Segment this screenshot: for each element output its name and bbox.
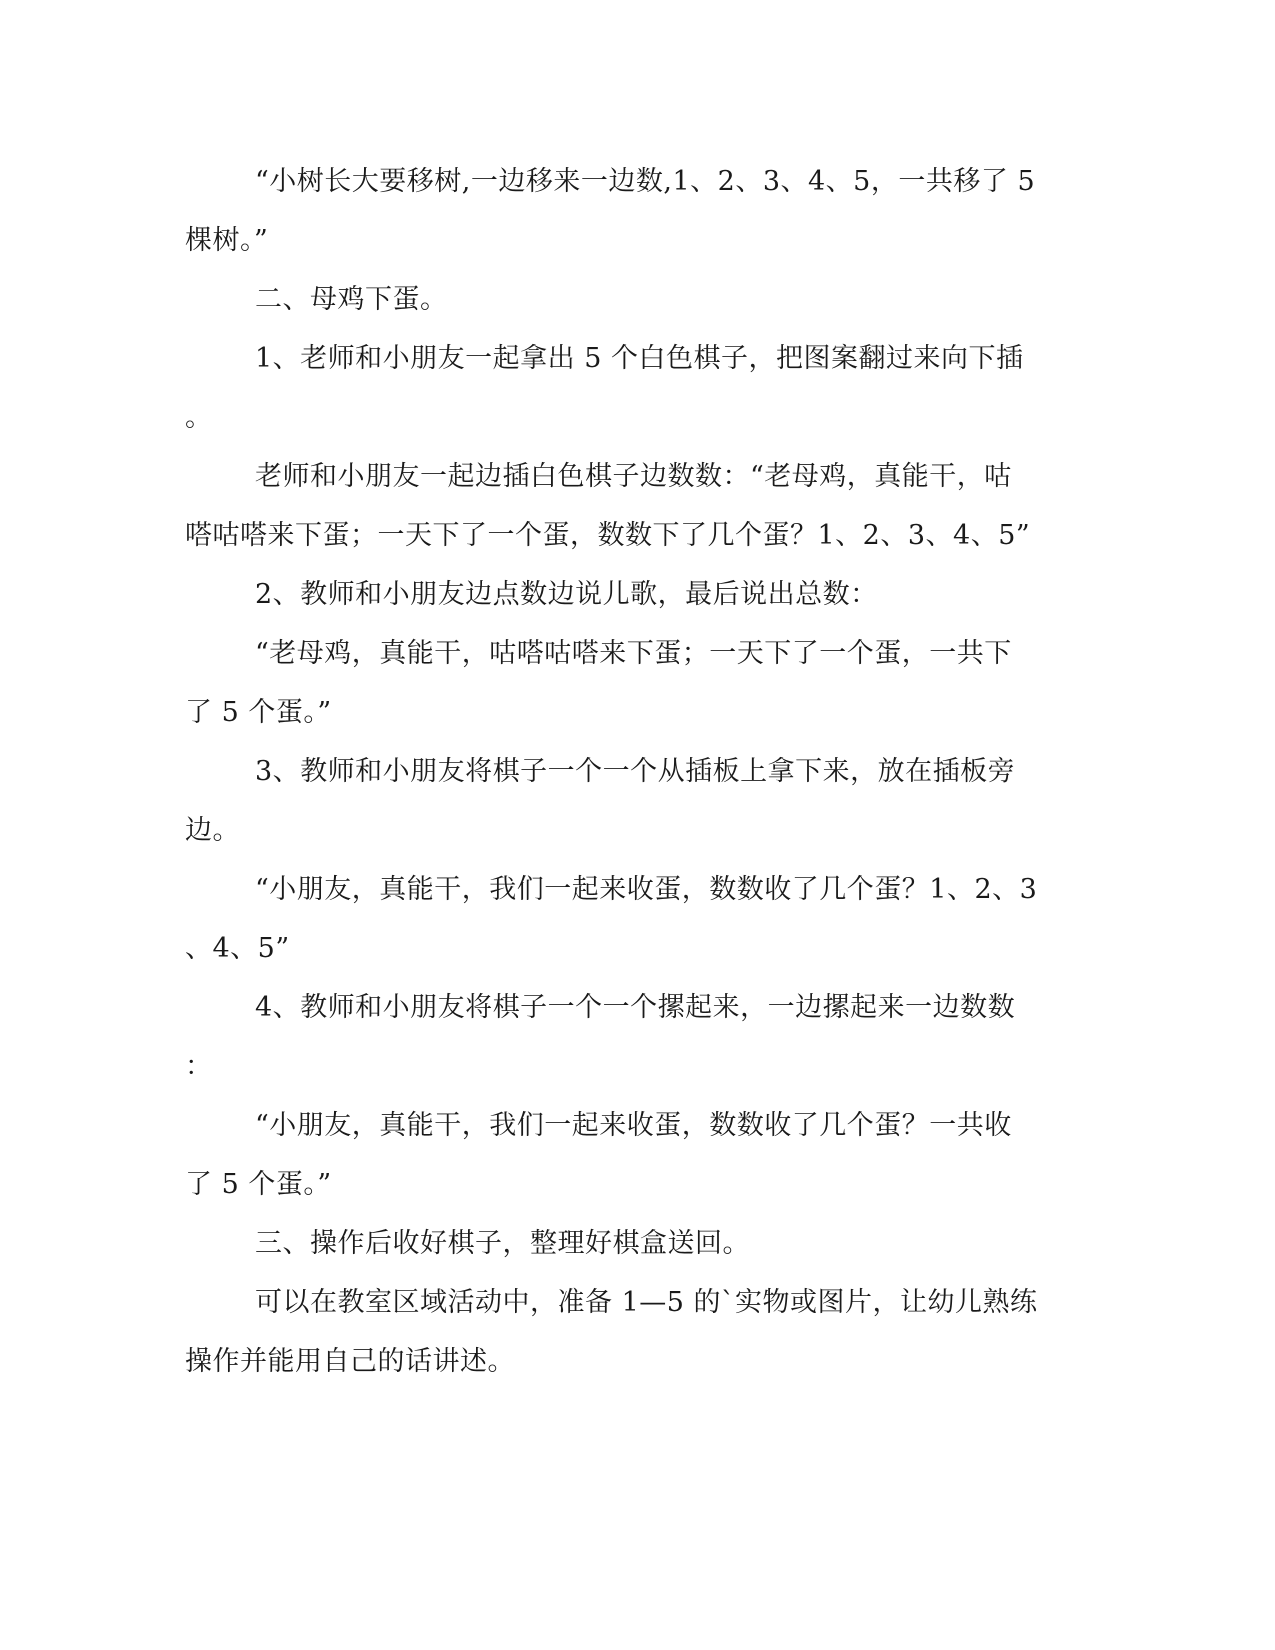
paragraph-line: 了 5 个蛋。” [185, 697, 332, 728]
section-heading: 二、母鸡下蛋。 [255, 284, 448, 315]
paragraph-line: 。 [185, 402, 213, 433]
paragraph-line: ： [185, 1051, 213, 1082]
paragraph-line: 、4、5” [185, 933, 290, 964]
paragraph-line: 2、教师和小朋友边点数边说儿歌，最后说出总数： [255, 579, 878, 610]
paragraph-line: 棵树。” [185, 225, 269, 256]
paragraph-line: 边。 [185, 815, 240, 846]
paragraph-line: “小朋友，真能干，我们一起来收蛋，数数收了几个蛋？一共收 [255, 1110, 1012, 1141]
paragraph-line: “老母鸡，真能干，咕嗒咕嗒来下蛋；一天下了一个蛋，一共下 [255, 638, 1012, 669]
paragraph-line: 4、教师和小朋友将棋子一个一个摞起来，一边摞起来一边数数 [255, 992, 1016, 1023]
paragraph-line: “小朋友，真能干，我们一起来收蛋，数数收了几个蛋？1、2、3 [255, 874, 1038, 905]
paragraph-line: “小树长大要移树,一边移来一边数,1、2、3、4、5，一共移了 5 [255, 166, 1036, 197]
paragraph-line: 3、教师和小朋友将棋子一个一个从插板上拿下来，放在插板旁 [255, 756, 1016, 787]
paragraph-line: 嗒咕嗒来下蛋；一天下了一个蛋，数数下了几个蛋？1、2、3、4、5” [185, 520, 1031, 551]
section-heading: 三、操作后收好棋子，整理好棋盒送回。 [255, 1228, 750, 1259]
paragraph-line: 了 5 个蛋。” [185, 1169, 332, 1200]
paragraph-line: 1、老师和小朋友一起拿出 5 个白色棋子，把图案翻过来向下插 [255, 343, 1024, 374]
paragraph-line: 可以在教室区域活动中，准备 1—5 的`实物或图片，让幼儿熟练 [255, 1287, 1038, 1318]
paragraph-line: 老师和小朋友一起边插白色棋子边数数：“老母鸡，真能干，咕 [255, 461, 1012, 492]
paragraph-line: 操作并能用自己的话讲述。 [185, 1346, 515, 1377]
